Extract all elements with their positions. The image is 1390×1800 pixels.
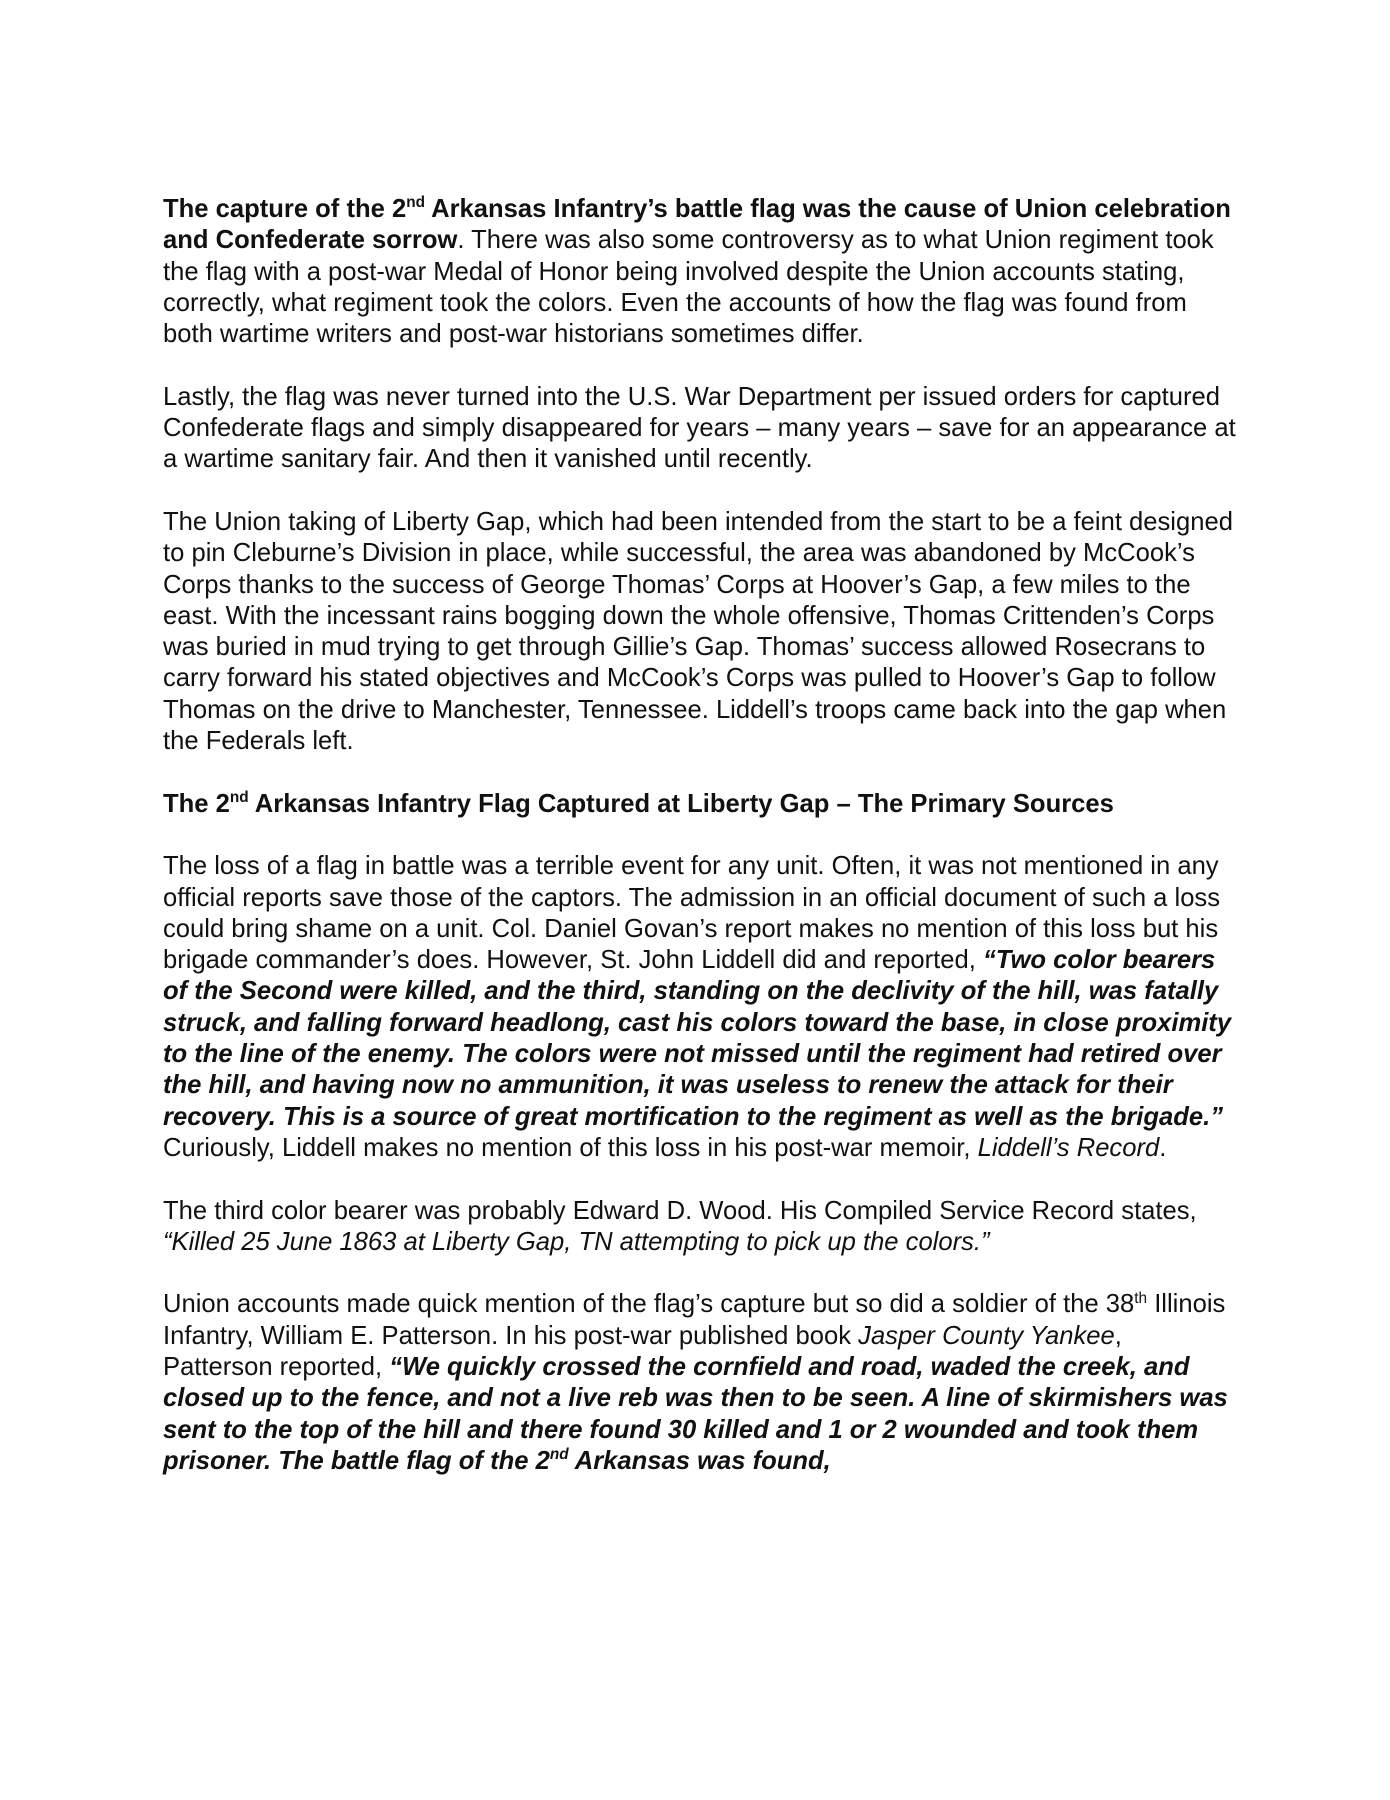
paragraph-liberty-gap: The Union taking of Liberty Gap, which had been intended from the start to be a feint designed to pin Cleburne’s Division in place, while successful, the area was abandoned by McCook’s Corps thanks to the success of George Thomas’ Corps at Hoover’s Gap, a few miles to the east. With the incessant rains bogging down the whole offensive, Thomas Crittenden’s Corps was buried in mud trying to get through Gillie’s Gap. Thomas’ success allowed Rosecrans to carry forward his stated objectives and McCook’s Corps was pulled to Hoover’s Gap to follow Thomas on the drive to Manchester, Tennessee. Liddell’s troops came back into the gap when the Federals left. bbox=[163, 507, 1233, 756]
document-body bbox=[163, 194, 1238, 1508]
intro-bold-lead: The capture of the 2nd Arkansas Infantry’s battle flag was the cause of Union celebration and Confederate sorrow bbox=[163, 194, 1231, 255]
book-title-liddells-record: Liddell’s Record bbox=[977, 1133, 1160, 1162]
book-title-jasper-county-yankee: Jasper County Yankee bbox=[858, 1321, 1115, 1350]
section-heading: The 2nd Arkansas Infantry Flag Captured at Liberty Gap – The Primary Sources bbox=[163, 789, 1114, 818]
service-record-quote: “Killed 25 June 1863 at Liberty Gap, TN attempting to pick up the colors.” bbox=[163, 1227, 990, 1256]
patterson-quote: “We quickly crossed the cornfield and road, waded the creek, and closed up to the fence, and not a live reb was then to be seen. A line of skirmishers was sent to the top of the hill and there found 30 killed and 1 or 2 wounded and took them prisoner. The battle flag of the 2nd Arkansas was found, bbox=[163, 1352, 1228, 1475]
liddell-quote: “Two color bearers of the Second were killed, and the third, standing on the declivity of the hill, was fatally struck, and falling forward headlong, cast his colors toward the base, in close proximity to the line of the enemy. The colors were not missed until the regiment had retired over the hill, and having now no ammunition, it was useless to renew the attack for their recovery. This is a source of great mortification to the regiment as well as the brigade.” bbox=[163, 946, 1232, 1131]
paragraph-intro: The capture of the 2nd Arkansas Infantry’s battle flag was the cause of Union celebration and Confederate sorrow. There was also some controversy as to what Union regiment took the flag with a post-war Medal of Honor being involved despite the Union accounts stating, correctly, what regiment took the colors. Even the accounts of how the flag was found from both wartime writers and post-war historians sometimes differ. bbox=[163, 194, 1231, 349]
paragraph-flag-loss: The loss of a flag in battle was a terrible event for any unit. Often, it was not mentioned in any official reports save those of the captors. The admission in an official document of such a loss could bring shame on a unit. Col. Daniel Govan’s report makes no mention of this loss but his brigade commander’s does. However, St. John Liddell did and reported, “Two color bearers of the Second were killed, and the third, standing on the declivity of the hill, was fatally struck, and falling forward headlong, cast his colors toward the base, in close proximity to the line of the enemy. The colors were not missed until the regiment had retired over the hill, and having now no ammunition, it was useless to renew the attack for their recovery. This is a source of great mortification to the regiment as well as the brigade.” Curiously, Liddell makes no mention of this loss in his post-war memoir, Liddell’s Record. bbox=[163, 852, 1232, 1162]
paragraph-color-bearer: The third color bearer was probably Edward D. Wood. His Compiled Service Record states, “Killed 25 June 1863 at Liberty Gap, TN attempting to pick up the colors.” bbox=[163, 1196, 1197, 1256]
paragraph-union-accounts: Union accounts made quick mention of the flag’s capture but so did a soldier of the 38th Illinois Infantry, William E. Patterson. In his post-war published book Jasper County Yankee, Patterson reported, “We quickly crossed the cornfield and road, waded the creek, and closed up to the fence, and not a live reb was then to be seen. A line of skirmishers was sent to the top of the hill and there found 30 killed and 1 or 2 wounded and took them prisoner. The battle flag of the 2nd Arkansas was found, bbox=[163, 1289, 1228, 1475]
paragraph-lastly: Lastly, the flag was never turned into the U.S. War Department per issued orders for captured Confederate flags and simply disappeared for years – many years – save for an appearance at a wartime sanitary fair. And then it vanished until recently. bbox=[163, 382, 1236, 474]
